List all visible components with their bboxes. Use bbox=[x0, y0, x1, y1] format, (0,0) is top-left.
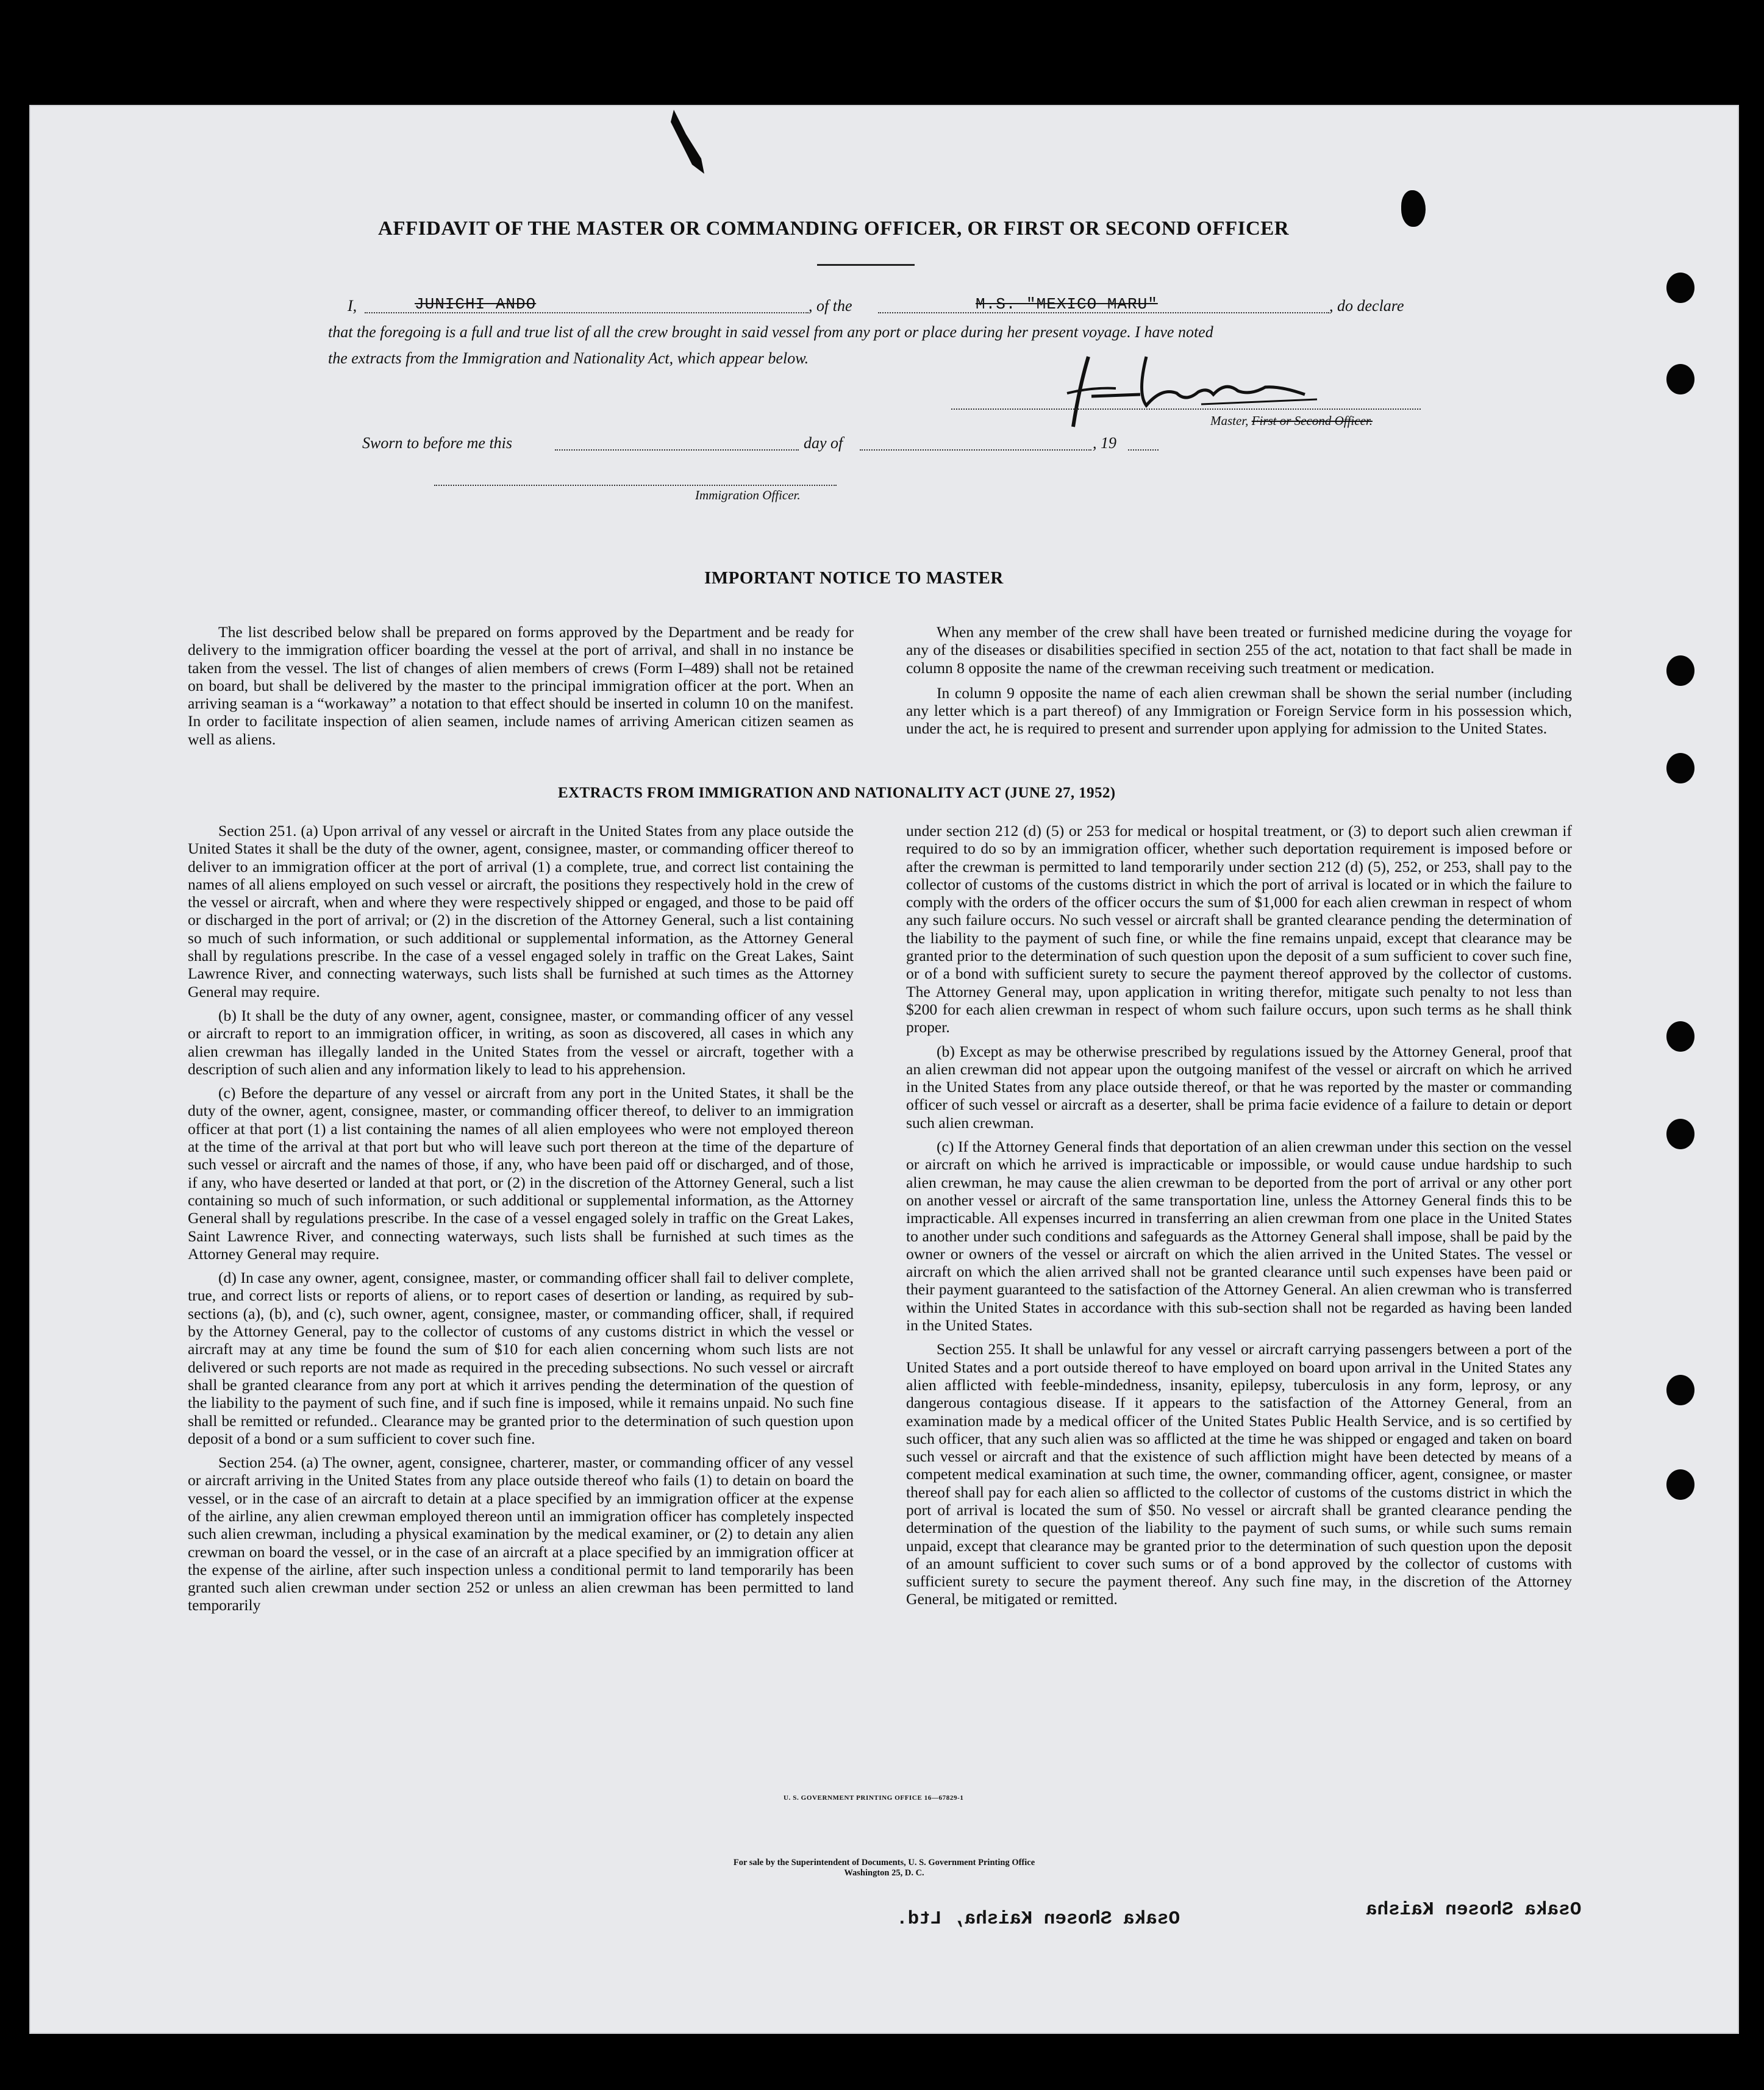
binder-hole bbox=[1401, 190, 1426, 227]
notice-right-paragraph-2: In column 9 opposite the name of each alien crewman shall be shown the serial number (including any letter which is a part thereof) of any Immigration or Foreign Service form in his possession which, under the act, he is required to present and surrender upon applying for admission to the United States. bbox=[906, 683, 1572, 738]
i-label: I, bbox=[348, 297, 357, 315]
notice-right-column bbox=[906, 623, 1572, 738]
binder-hole bbox=[1666, 1021, 1694, 1052]
binder-hole bbox=[1666, 1469, 1694, 1500]
sworn-day-line bbox=[555, 449, 799, 451]
sworn-label: Sworn to before me this bbox=[362, 434, 513, 452]
binder-hole bbox=[1666, 753, 1694, 783]
extracts-title: EXTRACTS FROM IMMIGRATION AND NATIONALITY ACT (JUNE 27, 1952) bbox=[558, 785, 1116, 801]
signature-line bbox=[951, 408, 1421, 410]
sale-line-1: For sale by the Superintendent of Documents, U. S. Government Printing Office bbox=[733, 1858, 1035, 1867]
company-stamp-mirrored-2: Osaka Shosen Kaisha bbox=[1366, 1899, 1582, 1921]
immigration-officer-label: Immigration Officer. bbox=[695, 488, 801, 502]
section-254-b: (b) Except as may be otherwise prescribed by regulations issued by the Attorney General, proof that an alien crewman did not appear upon the outgoing manifest of the vessel or aircraft on which he arrived in the United States from any place outside thereof, or that he was reported by the master or commanding officer of such vessel or aircraft as a deserter, shall be prima facie evidence of a failure to detain or deport such alien crewman. bbox=[906, 1042, 1572, 1132]
title-rule bbox=[817, 264, 915, 266]
of-the-label: , of the bbox=[809, 297, 852, 315]
section-251-c: (c) Before the departure of any vessel or aircraft from any port in the United States, it shall be the duty of the owner, agent, consignee, master, or commanding officer thereof, to deliver to an immigration officer at that port (1) a list containing the names of all alien employees who were not employed thereon at the time of the arrival at that port but who will leave such port thereon at the time of the departure of such vessel or aircraft and the names of those, if any, who have been paid off or discharged, and of those, if any, who have deserted or landed at that port, or (2) in the discretion of the Attorney General, such a list containing so much of such information, or such additional or supplemental information, as the Attorney General shall by regulations prescribe. In the case of a vessel engaged solely in traffic on the Great Lakes, Saint Lawrence River, and connecting waterways, such lists shall be furnished at such times as the Attorney General may require. bbox=[188, 1084, 854, 1263]
section-251-b: (b) It shall be the duty of any owner, agent, consignee, master, or commanding officer of any vessel or aircraft to report to an immigration officer, in writing, as soon as discovered, all cases in which any alien crewman has illegally landed in the United States from the vessel or aircraft, together with a description of such alien and any information likely to lead to his apprehension. bbox=[188, 1006, 854, 1078]
sworn-year-line bbox=[1128, 449, 1159, 451]
affidavit-title: AFFIDAVIT OF THE MASTER OR COMMANDING OFFICER, OR FIRST OR SECOND OFFICER bbox=[378, 218, 1290, 240]
do-declare-label: , do declare bbox=[1329, 297, 1404, 315]
master-name-field: JUNICHI ANDO bbox=[415, 295, 537, 313]
section-251-d: (d) In case any owner, agent, consignee, master, or commanding officer shall fail to deliver complete, true, and correct lists or reports of aliens, or to report cases of desertion or landing, as required by sub-sections (a), (b), and (c), such owner, agent, consignee, master, or commanding officer, shall, if required by the Attorney General, pay to the collector of customs of any customs district in which the vessel or aircraft may at any time be found the sum of $10 for each alien concerning whom such lists are not delivered or such reports are not made as required in the preceding subsections. No such vessel or aircraft shall be granted clearance from any port at which it arrives pending the determination of the question of the liability to the payment of such fine, and if such fine is imposed, while it remains unpaid. No such fine shall be remitted or refunded.. Clearance may be granted prior to the determination of such question upon deposit of a bond or a sum sufficient to cover such fine. bbox=[188, 1269, 854, 1447]
printing-office-line: U. S. GOVERNMENT PRINTING OFFICE 16—67829-1 bbox=[784, 1794, 964, 1802]
affidavit-line-2: that the foregoing is a full and true list of all the crew brought in said vessel from any port or place during her present voyage. I have noted bbox=[328, 323, 1213, 341]
extracts-right-column bbox=[906, 822, 1572, 1608]
notice-title: IMPORTANT NOTICE TO MASTER bbox=[704, 568, 1004, 588]
notice-left-paragraph: The list described below shall be prepared on forms approved by the Department and be ready for delivery to the immigration officer boarding the vessel at the port of arrival, and shall in no instance be taken from the vessel. The list of changes of alien members of crews (Form I–489) shall not be retained on board, but shall be delivered by the master to the principal immigration officer at the port. When an arriving seaman is a “workaway” a notation to that effect should be inserted in column 10 on the manifest. In order to facilitate inspection of alien seamen, include names of arriving American citizen seamen as well as aliens. bbox=[188, 623, 854, 748]
section-254-c: (c) If the Attorney General finds that deportation of an alien crewman under this section on the vessel or aircraft on which he arrived is impracticable or impossible, or would cause undue hardship to such alien crewman, he may cause the alien crewman to be deported from the port of arrival or any other port on another vessel or aircraft of the same transportation line, unless the Attorney General finds this to be impracticable. All expenses incurred in transferring an alien crewman from one place in the United States to another under such conditions and safeguards as the Attorney General shall impose, shall be paid by the owner or owners of the vessel or aircraft on which the alien arrived in the United States. The vessel or aircraft on which the alien arrived shall not be granted clearance until such expenses have been paid or their payment guaranteed to the satisfaction of the Attorney General. An alien crewman who is transferred within the United States in accordance with this sub-section shall not be regarded as having been landed in the United States. bbox=[906, 1138, 1572, 1335]
section-255: Section 255. It shall be unlawful for any vessel or aircraft carrying passengers between a port of the United States and a port outside thereof to have employed on board upon arrival in the United States any alien afflicted with feeble-mindedness, insanity, epilepsy, tuberculosis in any form, leprosy, or any dangerous contagious disease. If it appears to the satisfaction of the Attorney General, from an examination made by a medical officer of the United States Public Health Service, and is so certified by such officer, that any such alien was so afflicted at the time he was shipped or engaged and taken on board such vessel or aircraft and that the existence of such affliction might have been detected by means of a competent medical examination at such time, the owner, commanding officer, agent, consignee, or master thereof shall pay for each alien so afflicted to the collector of customs of the customs district in which the port of arrival is located the sum of $50. No vessel or aircraft shall be granted clearance pending the determination of the question of the liability to the payment of such sums, or while such sums remain unpaid, except that clearance may be granted prior to the determination of such question upon the deposit of an amount sufficient to cover such sums or of a bond approved by the collector of customs with sufficient surety to secure the payment thereof. Any such fine may, in the discretion of the Attorney General, be mitigated or remitted. bbox=[906, 1340, 1572, 1608]
binder-hole bbox=[1666, 1375, 1694, 1405]
notice-left-column bbox=[188, 623, 854, 748]
company-stamp-mirrored: Osaka Shosen Kaisha, Ltd. bbox=[896, 1908, 1180, 1930]
tear-mark bbox=[668, 110, 710, 177]
sale-line-2: Washington 25, D. C. bbox=[844, 1868, 924, 1878]
sworn-month-line bbox=[860, 449, 1091, 451]
binder-hole bbox=[1666, 364, 1694, 394]
struck-officer-label: First or Second Officer. bbox=[1251, 413, 1373, 428]
section-254-a: Section 254. (a) The owner, agent, consignee, charterer, master, or commanding officer of any vessel or aircraft arriving in the United States from any place outside thereof who fails (1) to detain on board the vessel, or in the case of an aircraft to detain at a place specified by an immigration officer at the expense of the airline, any alien crewman employed thereon until an immigration officer has completely inspected such alien crewman, including a physical examination by the medical examiner, or (2) to detain any alien crewman on board the vessel, or in the case of an aircraft at a place specified by an immigration officer at the expense of the airline, after such inspection unless a conditional permit to land temporarily has been granted such alien crewman under section 252 or unless an alien crewman has been permitted to land temporarily bbox=[188, 1453, 854, 1614]
master-title-label bbox=[1210, 413, 1373, 429]
officer-signature-line bbox=[434, 485, 837, 486]
extracts-left-column bbox=[188, 822, 854, 1614]
master-label: Master, bbox=[1210, 413, 1249, 428]
binder-hole bbox=[1666, 1119, 1694, 1149]
section-251-a: Section 251. (a) Upon arrival of any vessel or aircraft in the United States from any place outside the United States it shall be the duty of the owner, agent, consignee, master, or commanding officer thereof to deliver to an immigration officer at the port of arrival (1) a complete, true, and correct list containing the names of all aliens employed on such vessel or aircraft, the positions they respectively hold in the crew of the vessel or aircraft, when and where they were respectively shipped or engaged, and those to be paid off or discharged in the port of arrival; or (2) in the discretion of the Attorney General, such a list containing so much of such information, or such additional or supplemental information, as the Attorney General shall by regulations prescribe. In the case of a vessel engaged solely in traffic on the Great Lakes, Saint Lawrence River, and connecting waterways, such lists shall be furnished at such times as the Attorney General may require. bbox=[188, 822, 854, 1000]
affidavit-line-3: the extracts from the Immigration and Nationality Act, which appear below. bbox=[328, 349, 809, 367]
day-of-label: day of bbox=[804, 434, 843, 452]
binder-hole bbox=[1666, 273, 1694, 303]
section-254-a-continued: under section 212 (d) (5) or 253 for medical or hospital treatment, or (3) to deport such alien crewman if required to do so by an immigration officer, whether such deportation requirement is imposed before or after the crewman is permitted to land temporarily under section 212 (d) (5), 252, or 253, shall pay to the collector of customs of the customs district in which the port of arrival is located or in which the failure to comply with the orders of the officer occurs the sum of $1,000 for each alien crewman in respect of whom any such failure occurs. No such vessel or aircraft shall be granted clearance pending the determination of the liability to the payment of such fine, or while the fine remains unpaid, except that clearance may be granted prior to the determination of such question upon the deposit of a sum sufficient to cover such fine, or of a bond with sufficient surety to secure the payment thereof approved by the collector of customs. The Attorney General may, upon application in writing therefor, mitigate such penalty to not less than $200 for each alien crewman in respect of whom such failure occurs, upon such terms as he shall think proper. bbox=[906, 822, 1572, 1036]
notice-right-paragraph-1: When any member of the crew shall have been treated or furnished medicine during the voyage for any of the diseases or disabilities specified in section 255 of the act, notation to that fact shall be made in column 8 opposite the name of the crewman receiving such treatment or medication. bbox=[906, 623, 1572, 677]
binder-hole bbox=[1666, 655, 1694, 686]
year-label: , 19 bbox=[1093, 434, 1116, 452]
sale-notice bbox=[610, 1858, 1159, 1878]
vessel-name-field: M.S. "MEXICO MARU" bbox=[976, 295, 1158, 313]
